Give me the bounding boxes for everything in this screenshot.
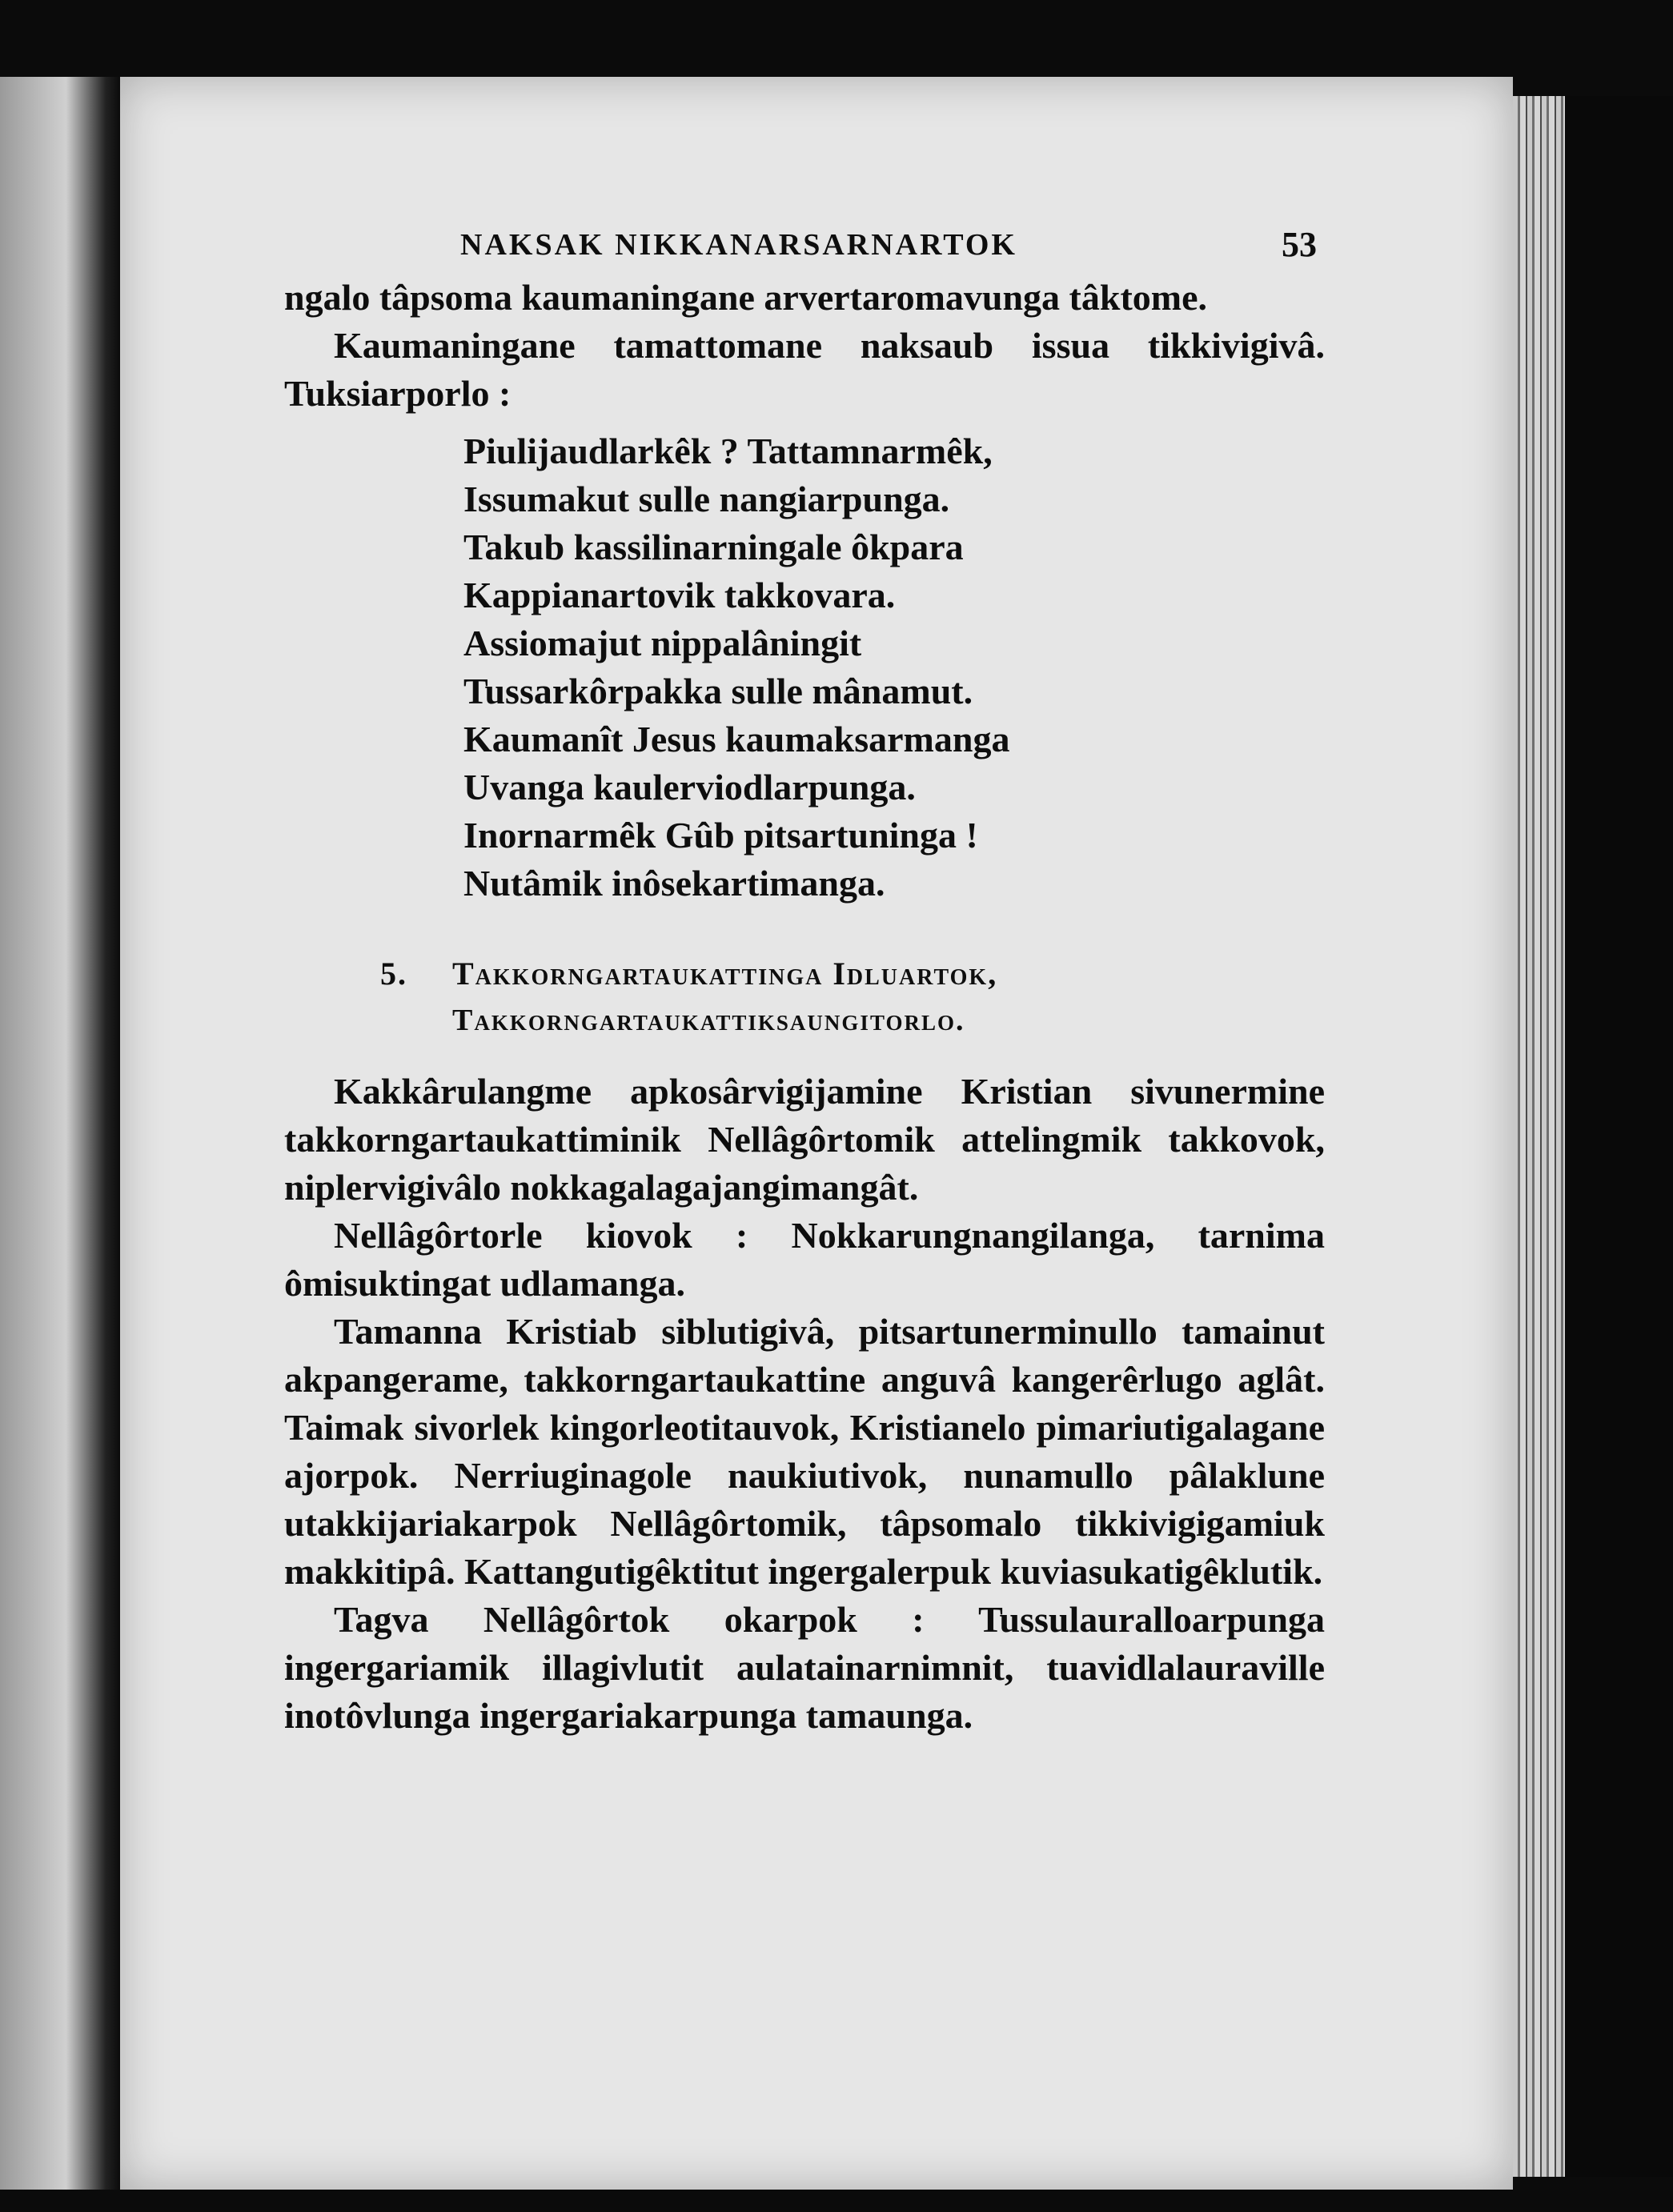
section-title-line1: Takkorngartaukattinga Idluartok,	[452, 956, 998, 992]
verse-line: Tussarkôrpakka sulle mânamut.	[463, 671, 973, 711]
running-title: NAKSAK NIKKANARSARNARTOK	[460, 228, 1017, 262]
paragraph: Nellâgôrtorle kiovok : Nokkarungnangilanga, tarnima ômisuktingat udlamanga.	[284, 1215, 1325, 1304]
verse-line: Kappianartovik takkovara.	[463, 575, 896, 615]
paragraph-continued: ngalo tâpsoma kaumaningane arvertaromavunga tâktome.	[284, 277, 1208, 318]
paragraph: Tamanna Kristiab siblutigivâ, pitsartunerminullo tamainut akpangerame, takkorngartaukattine anguvâ kangerêrlugo aglât. Taimak sivorlek kingorleotitauvok, Kristianelo pimariutigalagane ajorpok. Nerriuginagole naukiutivok, nunamullo pâlaklune utakkijariakarpok Nellâgôrtomik, tâpsomalo tikkivigigamiuk makkitipâ. Kattangutigêktitut ingergalerpuk kuviasukatigêklutik.	[284, 1311, 1325, 1592]
verse-line: Uvanga kaulerviodlarpunga.	[463, 767, 916, 807]
verse-line: Kaumanît Jesus kaumaksarmanga	[463, 719, 1010, 759]
running-head	[284, 216, 1325, 274]
page-content	[284, 216, 1325, 1740]
verse-line: Nutâmik inôsekartimanga.	[463, 863, 885, 904]
verse-line: Takub kassilinarningale ôkpara	[463, 527, 964, 567]
verse-line: Assiomajut nippalâningit	[463, 623, 862, 663]
book-gutter-left	[0, 77, 120, 2190]
verse-line: Inornarmêk Gûb pitsartuninga !	[463, 815, 978, 856]
verse-line: Piulijaudlarkêk ? Tattamnarmêk,	[463, 431, 993, 471]
scan-background-right	[1565, 96, 1673, 2177]
verse-block	[463, 427, 1325, 908]
paragraph: Kaumaningane tamattomane naksaub issua tikkivigivâ. Tuksiarporlo :	[284, 325, 1325, 414]
section-title-line2: Takkorngartaukattiksaungitorlo.	[452, 1004, 965, 1037]
verse-line: Issumakut sulle nangiarpunga.	[463, 479, 950, 519]
section-number: 5.	[380, 956, 407, 992]
paragraph: Kakkârulangme apkosârvigijamine Kristian sivunermine takkorngartaukattiminik Nellâgôrtomik attelingmik takkovok, niplervigivâlo nokkagalagajangimangât.	[284, 1071, 1325, 1208]
page-number: 53	[1282, 225, 1317, 264]
section-heading	[284, 951, 1325, 1044]
paragraph: Tagva Nellâgôrtok okarpok : Tussulauralloarpunga ingergariamik illagivlutit aulatainarnimnit, tuavidlalauraville inotôvlunga ingergariakarpunga tamaunga.	[284, 1599, 1325, 1736]
